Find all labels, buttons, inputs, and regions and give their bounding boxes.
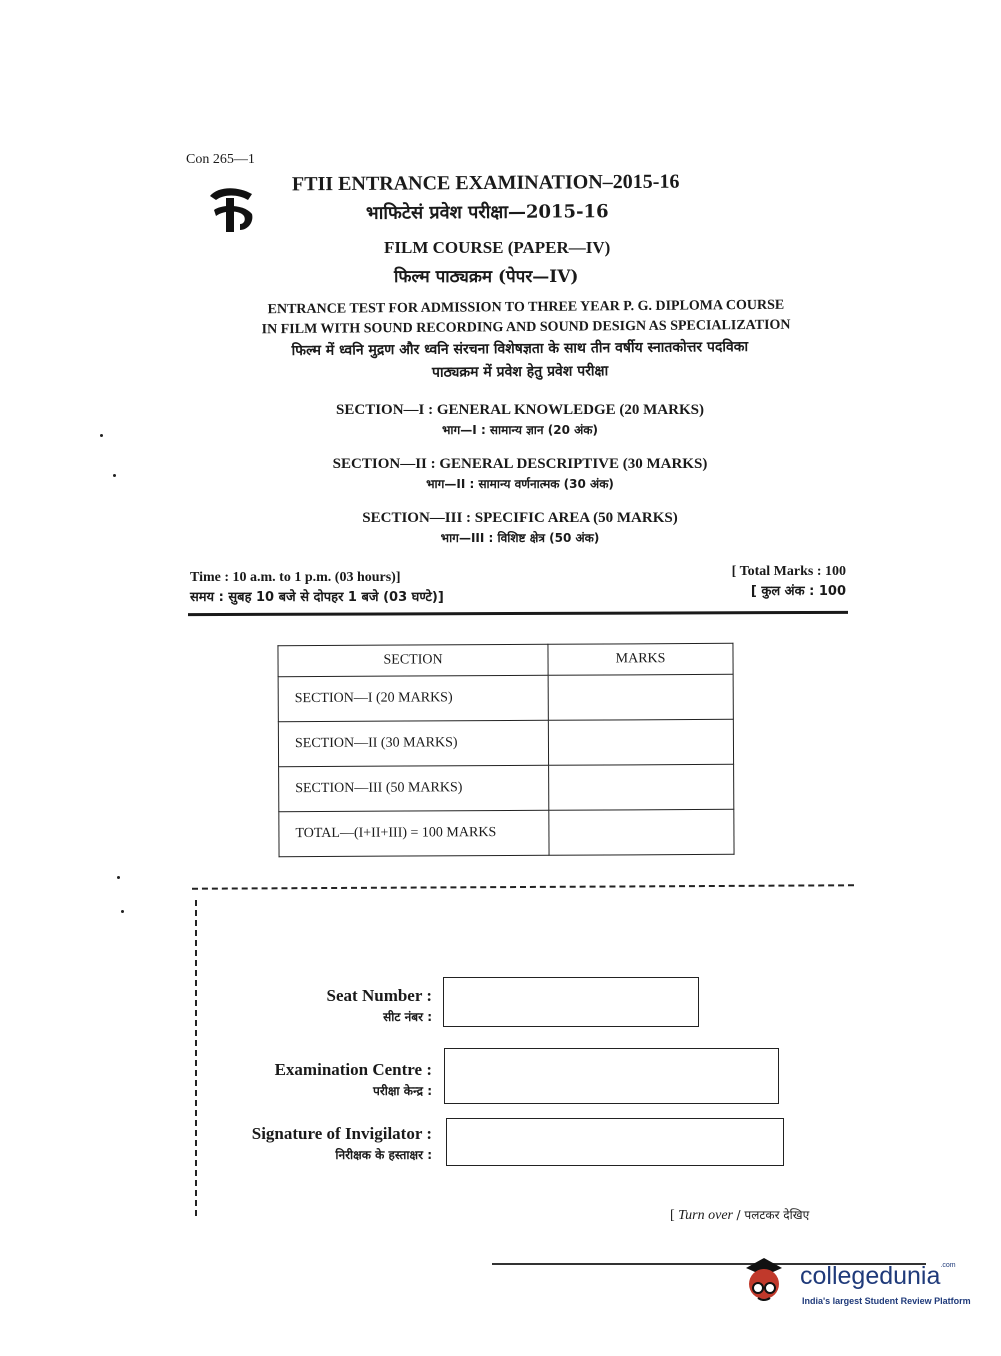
invigilator-signature-field[interactable] — [446, 1118, 784, 1166]
exam-time: Time : 10 a.m. to 1 p.m. (03 hours)] समय : सुबह 10 बजे से दोपहर 1 बजे (03 घण्टे)] — [190, 570, 444, 605]
row-label: SECTION—II (30 MARKS) — [278, 720, 548, 766]
marks-cell[interactable] — [548, 674, 733, 720]
row-label: SECTION—III (50 MARKS) — [279, 765, 549, 811]
table-row — [279, 809, 734, 856]
scan-speck — [100, 434, 103, 437]
invigilator-label: Signature of Invigilator : निरीक्षक के हस्ताक्षर : — [251, 1124, 432, 1162]
collegedunia-tagline: India's largest Student Review Platform — [802, 1296, 971, 1306]
description-line-1: ENTRANCE TEST FOR ADMISSION TO THREE YEAR P. G. DIPLOMA COURSE — [267, 297, 785, 318]
cut-line-top — [192, 884, 854, 889]
description-line-2: IN FILM WITH SOUND RECORDING AND SOUND DESIGN AS SPECIALIZATION — [261, 317, 791, 338]
table-row — [278, 674, 733, 721]
course-title-hindi: फिल्म पाठ्यक्रम (पेपर—IV) — [394, 267, 579, 287]
collegedunia-wordmark: collegedunia$^{.com}$ — [800, 1262, 956, 1290]
description-hindi-line-2: पाठ्यक्रम में प्रवेश हेतु प्रवेश परीक्षा — [431, 363, 609, 381]
section-2-heading: SECTION—II : GENERAL DESCRIPTIVE (30 MARKS) भाग—II : सामान्य वर्णनात्मक (30 अंक) — [332, 456, 708, 491]
marks-cell[interactable] — [549, 764, 734, 810]
marks-cell[interactable] — [549, 809, 734, 855]
section-1-heading: SECTION—I : GENERAL KNOWLEDGE (20 MARKS) भाग—I : सामान्य ज्ञान (20 अंक) — [336, 402, 704, 437]
table-row — [278, 719, 733, 766]
total-marks: [ Total Marks : 100 [ कुल अंक : 100 — [731, 564, 846, 599]
exam-title: FTII ENTRANCE EXAMINATION–2015-16 — [291, 170, 680, 196]
section-3-heading: SECTION—III : SPECIFIC AREA (50 MARKS) भाग—III : विशिष्ट क्षेत्र (50 अंक) — [362, 510, 678, 545]
course-description-hindi — [190, 335, 850, 387]
table-header-row — [278, 643, 733, 676]
marks-table — [277, 643, 734, 857]
document-code: Con 265—1 — [186, 152, 255, 167]
course-title: FILM COURSE (PAPER—IV) — [384, 238, 611, 257]
marks-cell[interactable] — [548, 719, 733, 765]
divider-rule — [188, 611, 848, 616]
header-section: SECTION — [278, 644, 548, 676]
exam-centre-label: Examination Centre : परीक्षा केन्द्र : — [274, 1060, 432, 1098]
scan-speck — [113, 474, 116, 477]
header-marks: MARKS — [548, 643, 733, 675]
scan-speck — [117, 876, 120, 879]
seat-number-field[interactable] — [443, 977, 699, 1027]
exam-title-hindi: भाफिटेसं प्रवेश परीक्षा—2015-16 — [365, 201, 609, 224]
description-hindi-line-1: फिल्म में ध्वनि मुद्रण और ध्वनि संरचना विशेषज्ञता के साथ तीन वर्षीय स्नातकोत्तर पदविका — [291, 339, 749, 359]
row-label: TOTAL—(I+II+III) = 100 MARKS — [279, 810, 549, 856]
row-label: SECTION—I (20 MARKS) — [278, 675, 548, 721]
exam-centre-field[interactable] — [444, 1048, 779, 1104]
ftii-emblem-icon — [204, 182, 260, 238]
cut-line-left — [195, 900, 197, 1216]
turn-over-note: [ Turn over / पलटकर देखिए — [670, 1208, 810, 1223]
scan-speck — [121, 910, 124, 913]
table-row — [279, 764, 734, 811]
course-description — [196, 295, 856, 341]
seat-number-label: Seat Number : सीट नंबर : — [326, 986, 432, 1024]
collegedunia-mascot-icon — [742, 1256, 786, 1304]
